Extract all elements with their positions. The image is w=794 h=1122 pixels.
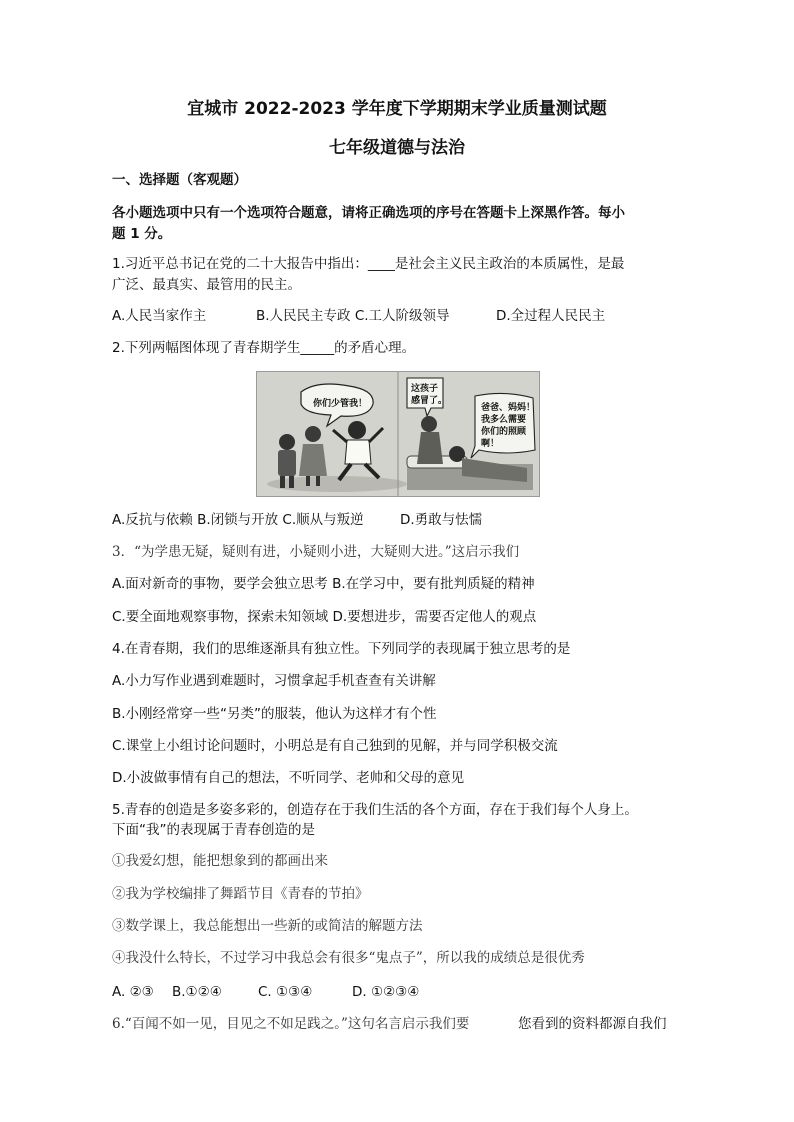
section-instruction: 各小题选项中只有一个选项符合题意，请将正确选项的序号在答题卡上深黑作答。每小 (112, 205, 625, 221)
q2-stem: 2.下列两幅图体现了青春期学生_____的矛盾心理。 (112, 340, 416, 356)
q5-item-4: ④我没什么特长，不过学习中我总会有很多“鬼点子”，所以我的成绩总是很优秀 (112, 950, 585, 966)
q1-option-a: A.人民当家作主 (112, 308, 207, 324)
q5-stem-cont: 下面“我”的表现属于青春创造的是 (112, 822, 315, 838)
right-top-bubble-text-2: 感冒了。 (411, 396, 448, 406)
q2-option-d: D.勇敢与怯懦 (400, 512, 483, 528)
q4-option-b: B.小刚经常穿一些“另类”的服装，他认为这样才有个性 (112, 706, 437, 722)
q5-stem: 5.青春的创造是多姿多彩的，创造存在于我们生活的各个方面，存在于我们每个人身上。 (112, 802, 638, 818)
q3-stem: 3．“为学患无疑，疑则有进，小疑则小进，大疑则大进。”这启示我们 (112, 544, 520, 560)
q6-stem: 6.“百闻不如一见，目见之不如足践之。”这句名言启示我们要 (112, 1016, 470, 1032)
right-bubble-text-4: 啊！ (481, 439, 500, 449)
right-top-bubble-text-1: 这孩子 (411, 384, 439, 394)
q5-option-a: A. ②③ (112, 984, 154, 1000)
q5-item-3: ③数学课上，我总能想出一些新的或简洁的解题方法 (112, 918, 423, 934)
q5-option-b: B.①②④ (172, 984, 222, 1000)
q1-stem: 1.习近平总书记在党的二十大报告中指出：____是社会主义民主政治的本质属性，是最 (112, 256, 625, 272)
q1-option-bc: B.人民民主专政 C.工人阶级领导 (256, 308, 450, 324)
q3-option-cd: C.要全面地观察事物，探索未知领域 D.要想进步，需要否定他人的观点 (112, 609, 537, 625)
q4-option-c: C.课堂上小组讨论问题时，小明总是有自己独到的见解，并与同学积极交流 (112, 738, 558, 754)
right-bubble-text-3: 你们的照顾 (481, 427, 527, 437)
right-bubble-text-1: 爸爸、妈妈！ (481, 403, 536, 413)
q4-stem: 4.在青春期，我们的思维逐渐具有独立性。下列同学的表现属于独立思考的是 (112, 641, 571, 657)
q5-item-2: ②我为学校编排了舞蹈节目《青春的节拍》 (112, 886, 369, 902)
cartoon-figure (256, 371, 540, 497)
q5-option-c: C. ①③④ (258, 984, 313, 1000)
page-title: 宜城市 2022-2023 学年度下学期期末学业质量测试题 (187, 99, 607, 119)
cartoon-illustration (257, 372, 539, 496)
q4-option-a: A.小力写作业遇到难题时，习惯拿起手机查查有关讲解 (112, 673, 436, 689)
q2-option-abc: A.反抗与依赖 B.闭锁与开放 C.顺从与叛逆 (112, 512, 364, 528)
page-subtitle: 七年级道德与法治 (329, 138, 465, 158)
right-bubble-text-2: 我多么需要 (481, 415, 527, 425)
section-heading: 一、选择题（客观题） (112, 172, 247, 188)
q5-item-1: ①我爱幻想，能把想象到的都画出来 (112, 853, 328, 869)
left-bubble-text: 你们少管我！ (313, 399, 368, 409)
q5-option-d: D. ①②③④ (352, 984, 420, 1000)
section-instruction-cont: 题 1 分。 (112, 226, 172, 242)
q1-stem-cont: 广泛、最真实、最管用的民主。 (112, 277, 301, 293)
q1-option-d: D.全过程人民民主 (496, 308, 606, 324)
q3-option-ab: A.面对新奇的事物，要学会独立思考 B.在学习中，要有批判质疑的精神 (112, 576, 535, 592)
q4-option-d: D.小波做事情有自己的想法，不听同学、老帅和父母的意见 (112, 770, 465, 786)
watermark-overlay: 您看到的资料都源自我们 (518, 1016, 667, 1032)
